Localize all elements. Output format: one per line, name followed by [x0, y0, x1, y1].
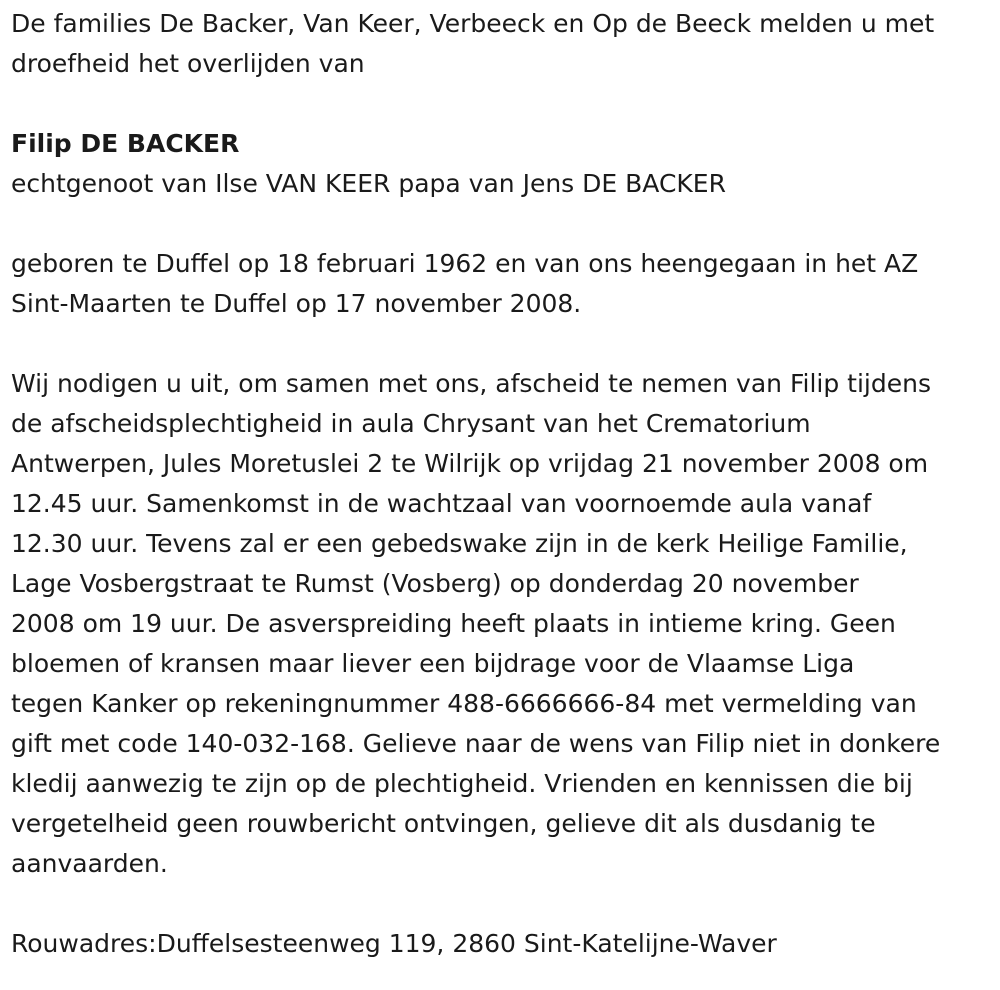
deceased-name: Filip DE BACKER: [11, 129, 240, 158]
ceremony-line: Wij nodigen u uit, om samen met ons, afscheid te nemen van Filip tijdens: [11, 369, 931, 398]
ceremony-line: 12.45 uur. Samenkomst in de wachtzaal van voornoemde aula vanaf: [11, 489, 872, 518]
ceremony-line: 12.30 uur. Tevens zal er een gebedswake zijn in de kerk Heilige Familie,: [11, 529, 908, 558]
death-notice: [11, 4, 991, 964]
ceremony-line: aanvaarden.: [11, 849, 168, 878]
ceremony-line: de afscheidsplechtigheid in aula Chrysant van het Crematorium: [11, 409, 811, 438]
ceremony-line: bloemen of kransen maar liever een bijdrage voor de Vlaamse Liga: [11, 649, 855, 678]
spacer: [11, 324, 991, 364]
ceremony-line: vergetelheid geen rouwbericht ontvingen, gelieve dit als dusdanig te: [11, 809, 876, 838]
intro-line: droefheid het overlijden van: [11, 49, 365, 78]
birth-death-line: Sint-Maarten te Duffel op 17 november 2008.: [11, 289, 582, 318]
ceremony-line: gift met code 140-032-168. Gelieve naar de wens van Filip niet in donkere: [11, 729, 941, 758]
relations-line: echtgenoot van Ilse VAN KEER papa van Jens DE BACKER: [11, 169, 726, 198]
spacer: [11, 884, 991, 924]
ceremony-paragraph: [11, 364, 991, 884]
ceremony-line: Lage Vosbergstraat te Rumst (Vosberg) op donderdag 20 november: [11, 569, 859, 598]
ceremony-line: Antwerpen, Jules Moretuslei 2 te Wilrijk op vrijdag 21 november 2008 om: [11, 449, 929, 478]
birth-death-line: geboren te Duffel op 18 februari 1962 en van ons heengegaan in het AZ: [11, 249, 919, 278]
ceremony-line: kledij aanwezig te zijn op de plechtigheid. Vrienden en kennissen die bij: [11, 769, 913, 798]
spacer: [11, 204, 991, 244]
ceremony-line: tegen Kanker op rekeningnummer 488-6666666-84 met vermelding van: [11, 689, 917, 718]
intro-paragraph: [11, 4, 991, 84]
ceremony-line: 2008 om 19 uur. De asverspreiding heeft plaats in intieme kring. Geen: [11, 609, 896, 638]
spacer: [11, 84, 991, 124]
intro-line: De families De Backer, Van Keer, Verbeeck en Op de Beeck melden u met: [11, 9, 935, 38]
mourning-address: Rouwadres:Duffelsesteenweg 119, 2860 Sint-Katelijne-Waver: [11, 929, 777, 958]
birth-death-paragraph: [11, 244, 991, 324]
